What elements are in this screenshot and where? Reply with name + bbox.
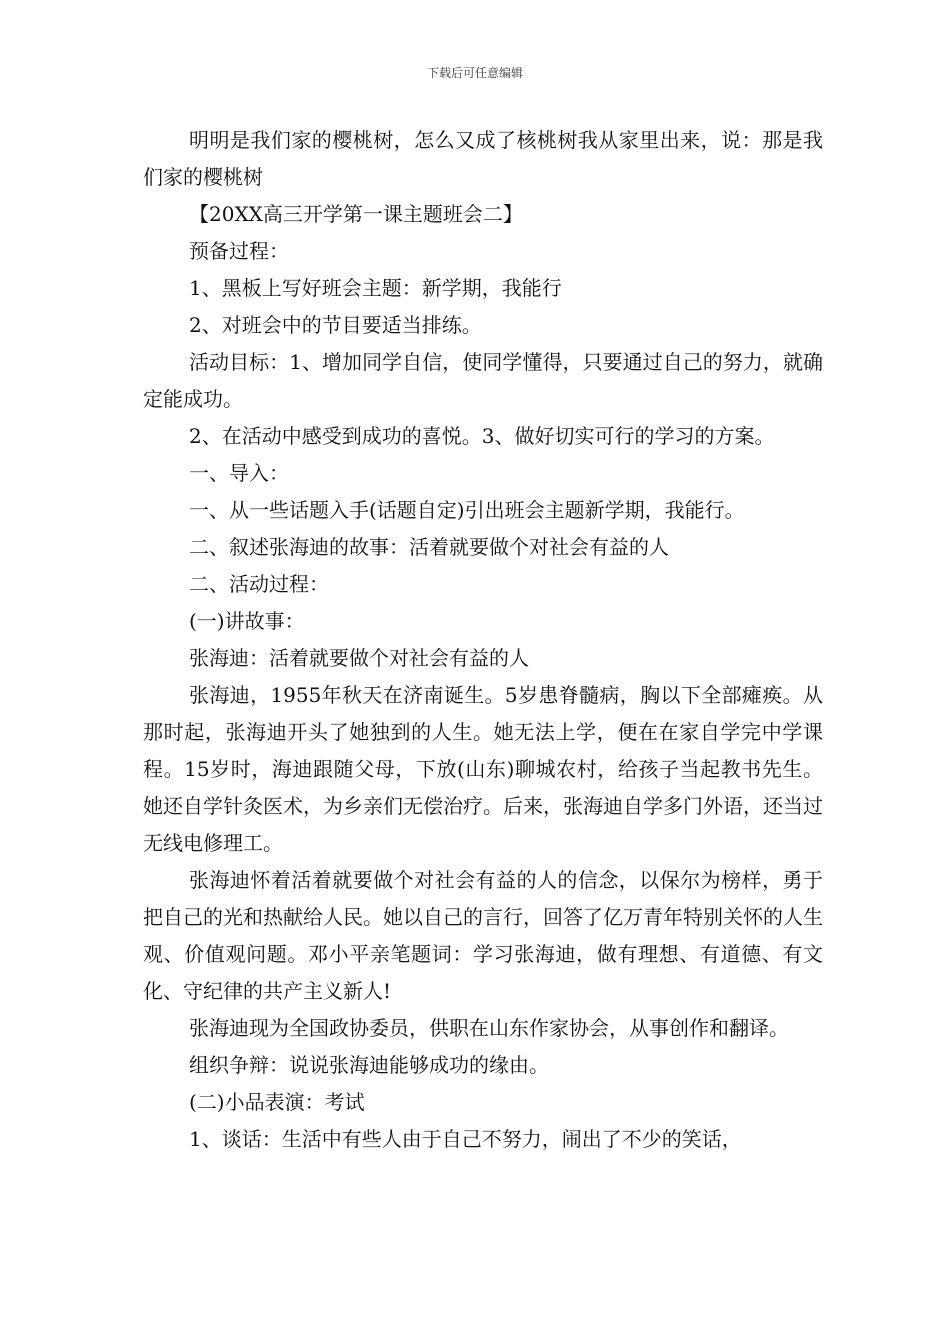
document-body xyxy=(143,122,823,1158)
paragraph: 组织争辩：说说张海迪能够成功的缘由。 xyxy=(189,1053,549,1077)
paragraph: 张海迪怀着活着就要做个对社会有益的人的信念，以保尔为榜样，勇于把自己的光和热献给人民。她以自己的言行，回答了亿万青年特别关怀的人生观、价值观问题。邓小平亲笔题词：学习张海迪，做有理想、有道德、有文化、守纪律的共产主义新人! xyxy=(143,868,823,1003)
paragraph: 明明是我们家的樱桃树，怎么又成了核桃树我从家里出来，说：那是我们家的樱桃树 xyxy=(143,128,823,189)
paragraph: (二)小品表演：考试 xyxy=(189,1090,365,1114)
paragraph: 一、从一些话题入手(话题自定)引出班会主题新学期，我能行。 xyxy=(189,498,745,522)
paragraph: 1、黑板上写好班会主题：新学期，我能行 xyxy=(189,276,562,300)
paragraph: (一)讲故事： xyxy=(189,609,305,633)
paragraph: 二、叙述张海迪的故事：活着就要做个对社会有益的人 xyxy=(189,535,669,559)
paragraph: 一、导入： xyxy=(189,461,289,485)
paragraph: 1、谈话：生活中有些人由于自己不努力，闹出了不少的笑话， xyxy=(189,1127,742,1151)
paragraph: 活动目标：1、增加同学自信，使同学懂得，只要通过自己的努力，就确定能成功。 xyxy=(143,350,823,411)
paragraph: 张海迪现为全国政协委员，供职在山东作家协会，从事创作和翻译。 xyxy=(189,1016,789,1040)
section-title: 【20XX高三开学第一课主题班会二】 xyxy=(189,202,523,226)
paragraph: 张海迪，1955年秋天在济南诞生。5岁患脊髓病，胸以下全部瘫痪。从那时起，张海迪开头了她独到的人生。她无法上学，便在在家自学完中学课程。15岁时，海迪跟随父母，下放(山东)聊城农村，给孩子当起教书先生。她还自学针灸医术，为乡亲们无偿治疗。后来，张海迪自学多门外语，还当过无线电修理工。 xyxy=(143,683,823,855)
paragraph: 张海迪：活着就要做个对社会有益的人 xyxy=(189,646,529,670)
paragraph: 2、对班会中的节目要适当排练。 xyxy=(189,313,482,337)
paragraph: 二、活动过程： xyxy=(189,572,329,596)
page-header-note: 下载后可任意编辑 xyxy=(426,66,523,80)
paragraph: 预备过程： xyxy=(189,239,289,263)
paragraph: 2、在活动中感受到成功的喜悦。3、做好切实可行的学习的方案。 xyxy=(189,424,775,448)
